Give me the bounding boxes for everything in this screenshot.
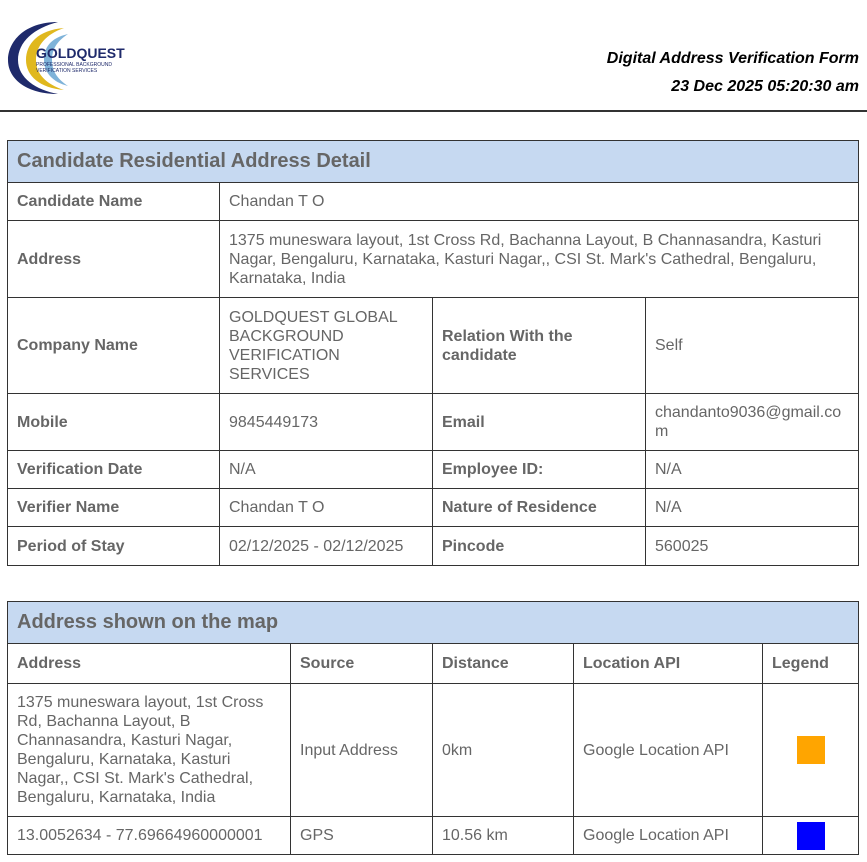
logo-tagline-2: VERIFICATION SERVICES xyxy=(36,68,98,74)
table-row xyxy=(8,817,859,855)
employee-id-value: N/A xyxy=(646,451,859,489)
logo-tagline-1: PROFESSIONAL BACKGROUND xyxy=(36,62,112,68)
legend-swatch-orange xyxy=(797,736,825,764)
pincode-value: 560025 xyxy=(646,527,859,566)
row-distance: 10.56 km xyxy=(433,817,574,855)
nature-of-residence-value: N/A xyxy=(646,489,859,527)
mobile-label: Mobile xyxy=(8,394,220,451)
address-value: 1375 muneswara layout, 1st Cross Rd, Bachanna Layout, B Channasandra, Kasturi Nagar, Bengaluru, Karnataka, Kasturi Nagar,, CSI St. Mark's Cathedral, Bengaluru, Karnataka, India xyxy=(220,221,859,298)
goldquest-logo-icon xyxy=(6,16,156,96)
relation-label: Relation With the candidate xyxy=(433,298,646,394)
table-row xyxy=(8,684,859,817)
form-date: 23 Dec 2025 05:20:30 am xyxy=(671,78,859,95)
verifier-name-label: Verifier Name xyxy=(8,489,220,527)
nature-of-residence-label: Nature of Residence xyxy=(433,489,646,527)
residential-address-table xyxy=(7,140,859,566)
row-address: 13.0052634 - 77.69664960000001 xyxy=(8,817,291,855)
logo-brand-text: GOLDQUEST xyxy=(36,45,125,61)
email-value: chandanto9036@gmail.com xyxy=(646,394,859,451)
verifier-name-value: Chandan T O xyxy=(220,489,433,527)
col-header-legend: Legend xyxy=(763,644,859,684)
form-title: Digital Address Verification Form xyxy=(606,50,859,67)
verification-date-value: N/A xyxy=(220,451,433,489)
row-distance: 0km xyxy=(433,684,574,817)
goldquest-logo xyxy=(6,16,156,96)
row-source: Input Address xyxy=(291,684,433,817)
map-section-title: Address shown on the map xyxy=(8,602,859,644)
legend-swatch-blue xyxy=(797,822,825,850)
row-legend xyxy=(763,684,859,817)
candidate-name-label: Candidate Name xyxy=(8,183,220,221)
col-header-distance: Distance xyxy=(433,644,574,684)
candidate-name-value: Chandan T O xyxy=(220,183,859,221)
company-name-label: Company Name xyxy=(8,298,220,394)
row-location-api: Google Location API xyxy=(574,817,763,855)
row-legend xyxy=(763,817,859,855)
pincode-label: Pincode xyxy=(433,527,646,566)
mobile-value: 9845449173 xyxy=(220,394,433,451)
relation-value: Self xyxy=(646,298,859,394)
email-label: Email xyxy=(433,394,646,451)
verification-date-label: Verification Date xyxy=(8,451,220,489)
period-of-stay-value: 02/12/2025 - 02/12/2025 xyxy=(220,527,433,566)
residential-section-title: Candidate Residential Address Detail xyxy=(8,141,859,183)
row-source: GPS xyxy=(291,817,433,855)
row-address: 1375 muneswara layout, 1st Cross Rd, Bachanna Layout, B Channasandra, Kasturi Nagar, Bengaluru, Karnataka, Kasturi Nagar,, CSI St. Mark's Cathedral, Bengaluru, Karnataka, India xyxy=(8,684,291,817)
col-header-location-api: Location API xyxy=(574,644,763,684)
employee-id-label: Employee ID: xyxy=(433,451,646,489)
company-name-value: GOLDQUEST GLOBAL BACKGROUND VERIFICATION SERVICES xyxy=(220,298,433,394)
col-header-address: Address xyxy=(8,644,291,684)
map-address-table xyxy=(7,601,859,855)
address-label: Address xyxy=(8,221,220,298)
page-header xyxy=(0,0,867,112)
col-header-source: Source xyxy=(291,644,433,684)
period-of-stay-label: Period of Stay xyxy=(8,527,220,566)
row-location-api: Google Location API xyxy=(574,684,763,817)
